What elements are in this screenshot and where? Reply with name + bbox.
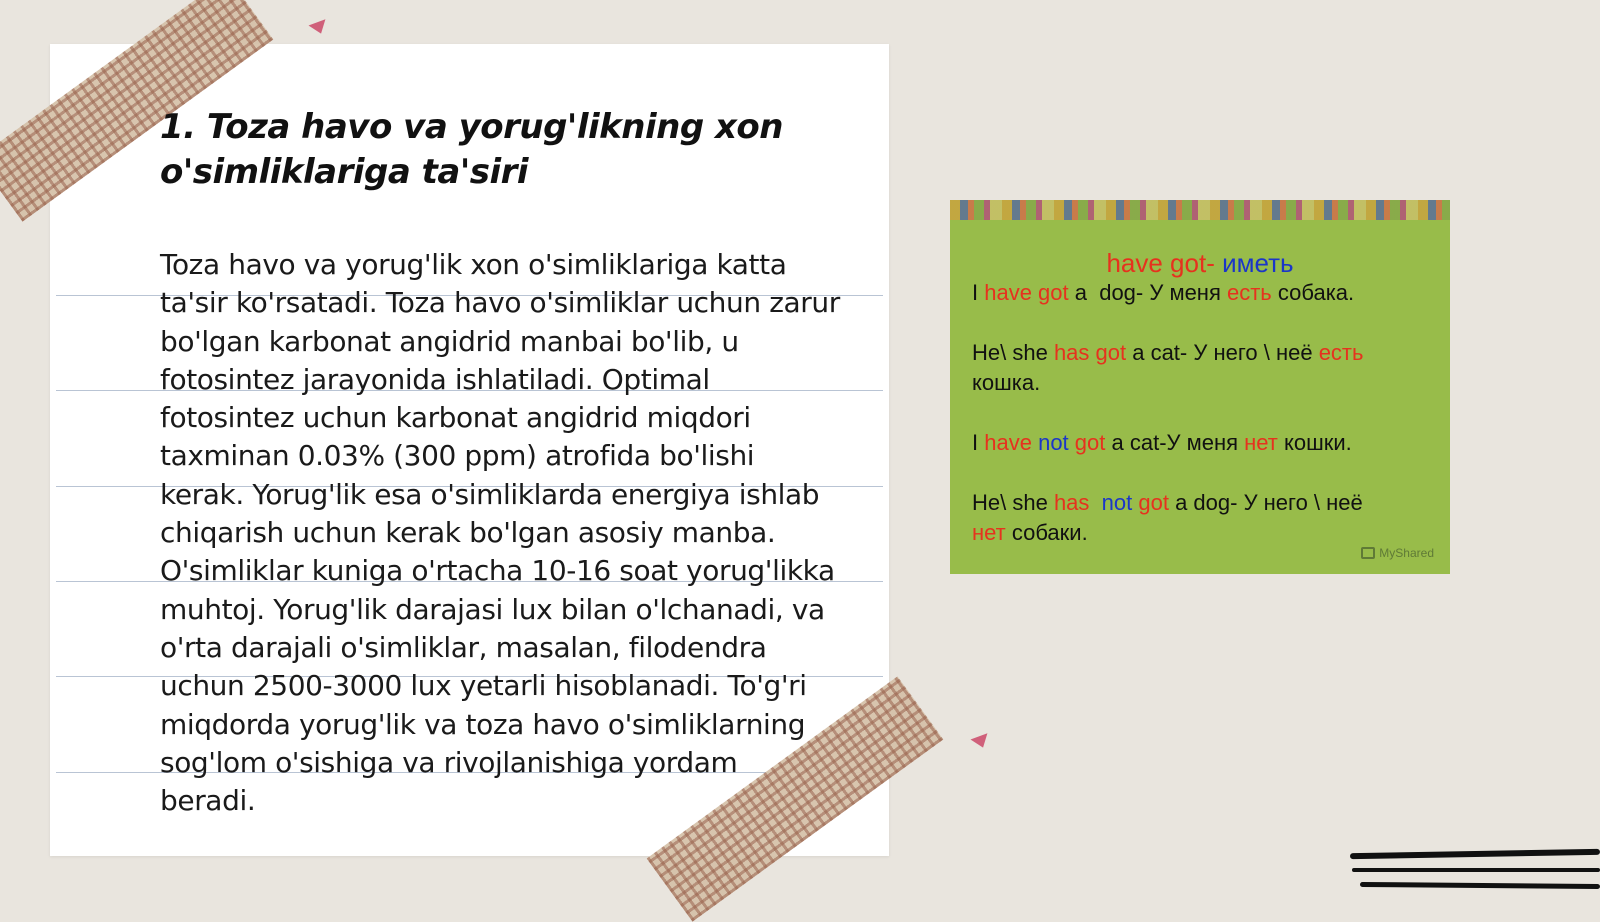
slide-line-2: He\ she has got a cat- У него \ неё есть (972, 340, 1364, 365)
watermark-text: MyShared (1379, 546, 1434, 560)
brush-stroke-decoration (1350, 849, 1600, 859)
brush-stroke-decoration (1360, 882, 1600, 889)
floral-border (950, 200, 1450, 220)
slide-line-1: I have got a dog- У меня есть собака. (972, 280, 1355, 305)
tape-tip-decoration (308, 19, 329, 36)
myshared-logo-icon (1361, 547, 1375, 559)
slide-line-2-cont: кошка. (972, 370, 1041, 395)
slide-title: have got- иметь (1106, 248, 1294, 278)
tape-tip-decoration (970, 733, 991, 750)
watermark (1361, 546, 1434, 560)
page-title: 1. Toza havo va yorug'likning xon o'simliklariga ta'siri (160, 107, 783, 192)
slide-line-4: He\ she has not got a dog- У него \ неё (972, 490, 1363, 515)
brush-stroke-decoration (1352, 868, 1600, 872)
body-paragraph: Toza havo va yorug'lik xon o'simliklariga katta ta'sir ko'rsatadi. Toza havo o'simliklar uchun zarur bo'lgan karbonat angidrid manbai bo'lib, u fotosintez jarayonida ishlatiladi. Optimal fotosintez uchun karbonat angidrid miqdori taxminan 0.03% (300 ppm) atrofida bo'lishi kerak. Yorug'lik esa o'simliklarda energiya ishlab chiqarish uchun kerak bo'lgan asosiy manba. O'simliklar kuniga o'rtacha 10-16 soat yorug'likka muhtoj. Yorug'lik darajasi lux bilan o'lchanadi, va o'rta darajali o'simliklar, masalan, filodendra uchun 2500-3000 lux yetarli hisoblanadi. To'g'ri miqdorda yorug'lik va toza havo o'simliklarning sog'lom o'sishiga va rivojlanishiga yordam beradi. (160, 248, 840, 818)
slide-line-5: нет собаки. (972, 520, 1088, 545)
slide-line-3: I have not got a cat-У меня нет кошки. (972, 430, 1352, 455)
grammar-slide-image (950, 200, 1450, 574)
